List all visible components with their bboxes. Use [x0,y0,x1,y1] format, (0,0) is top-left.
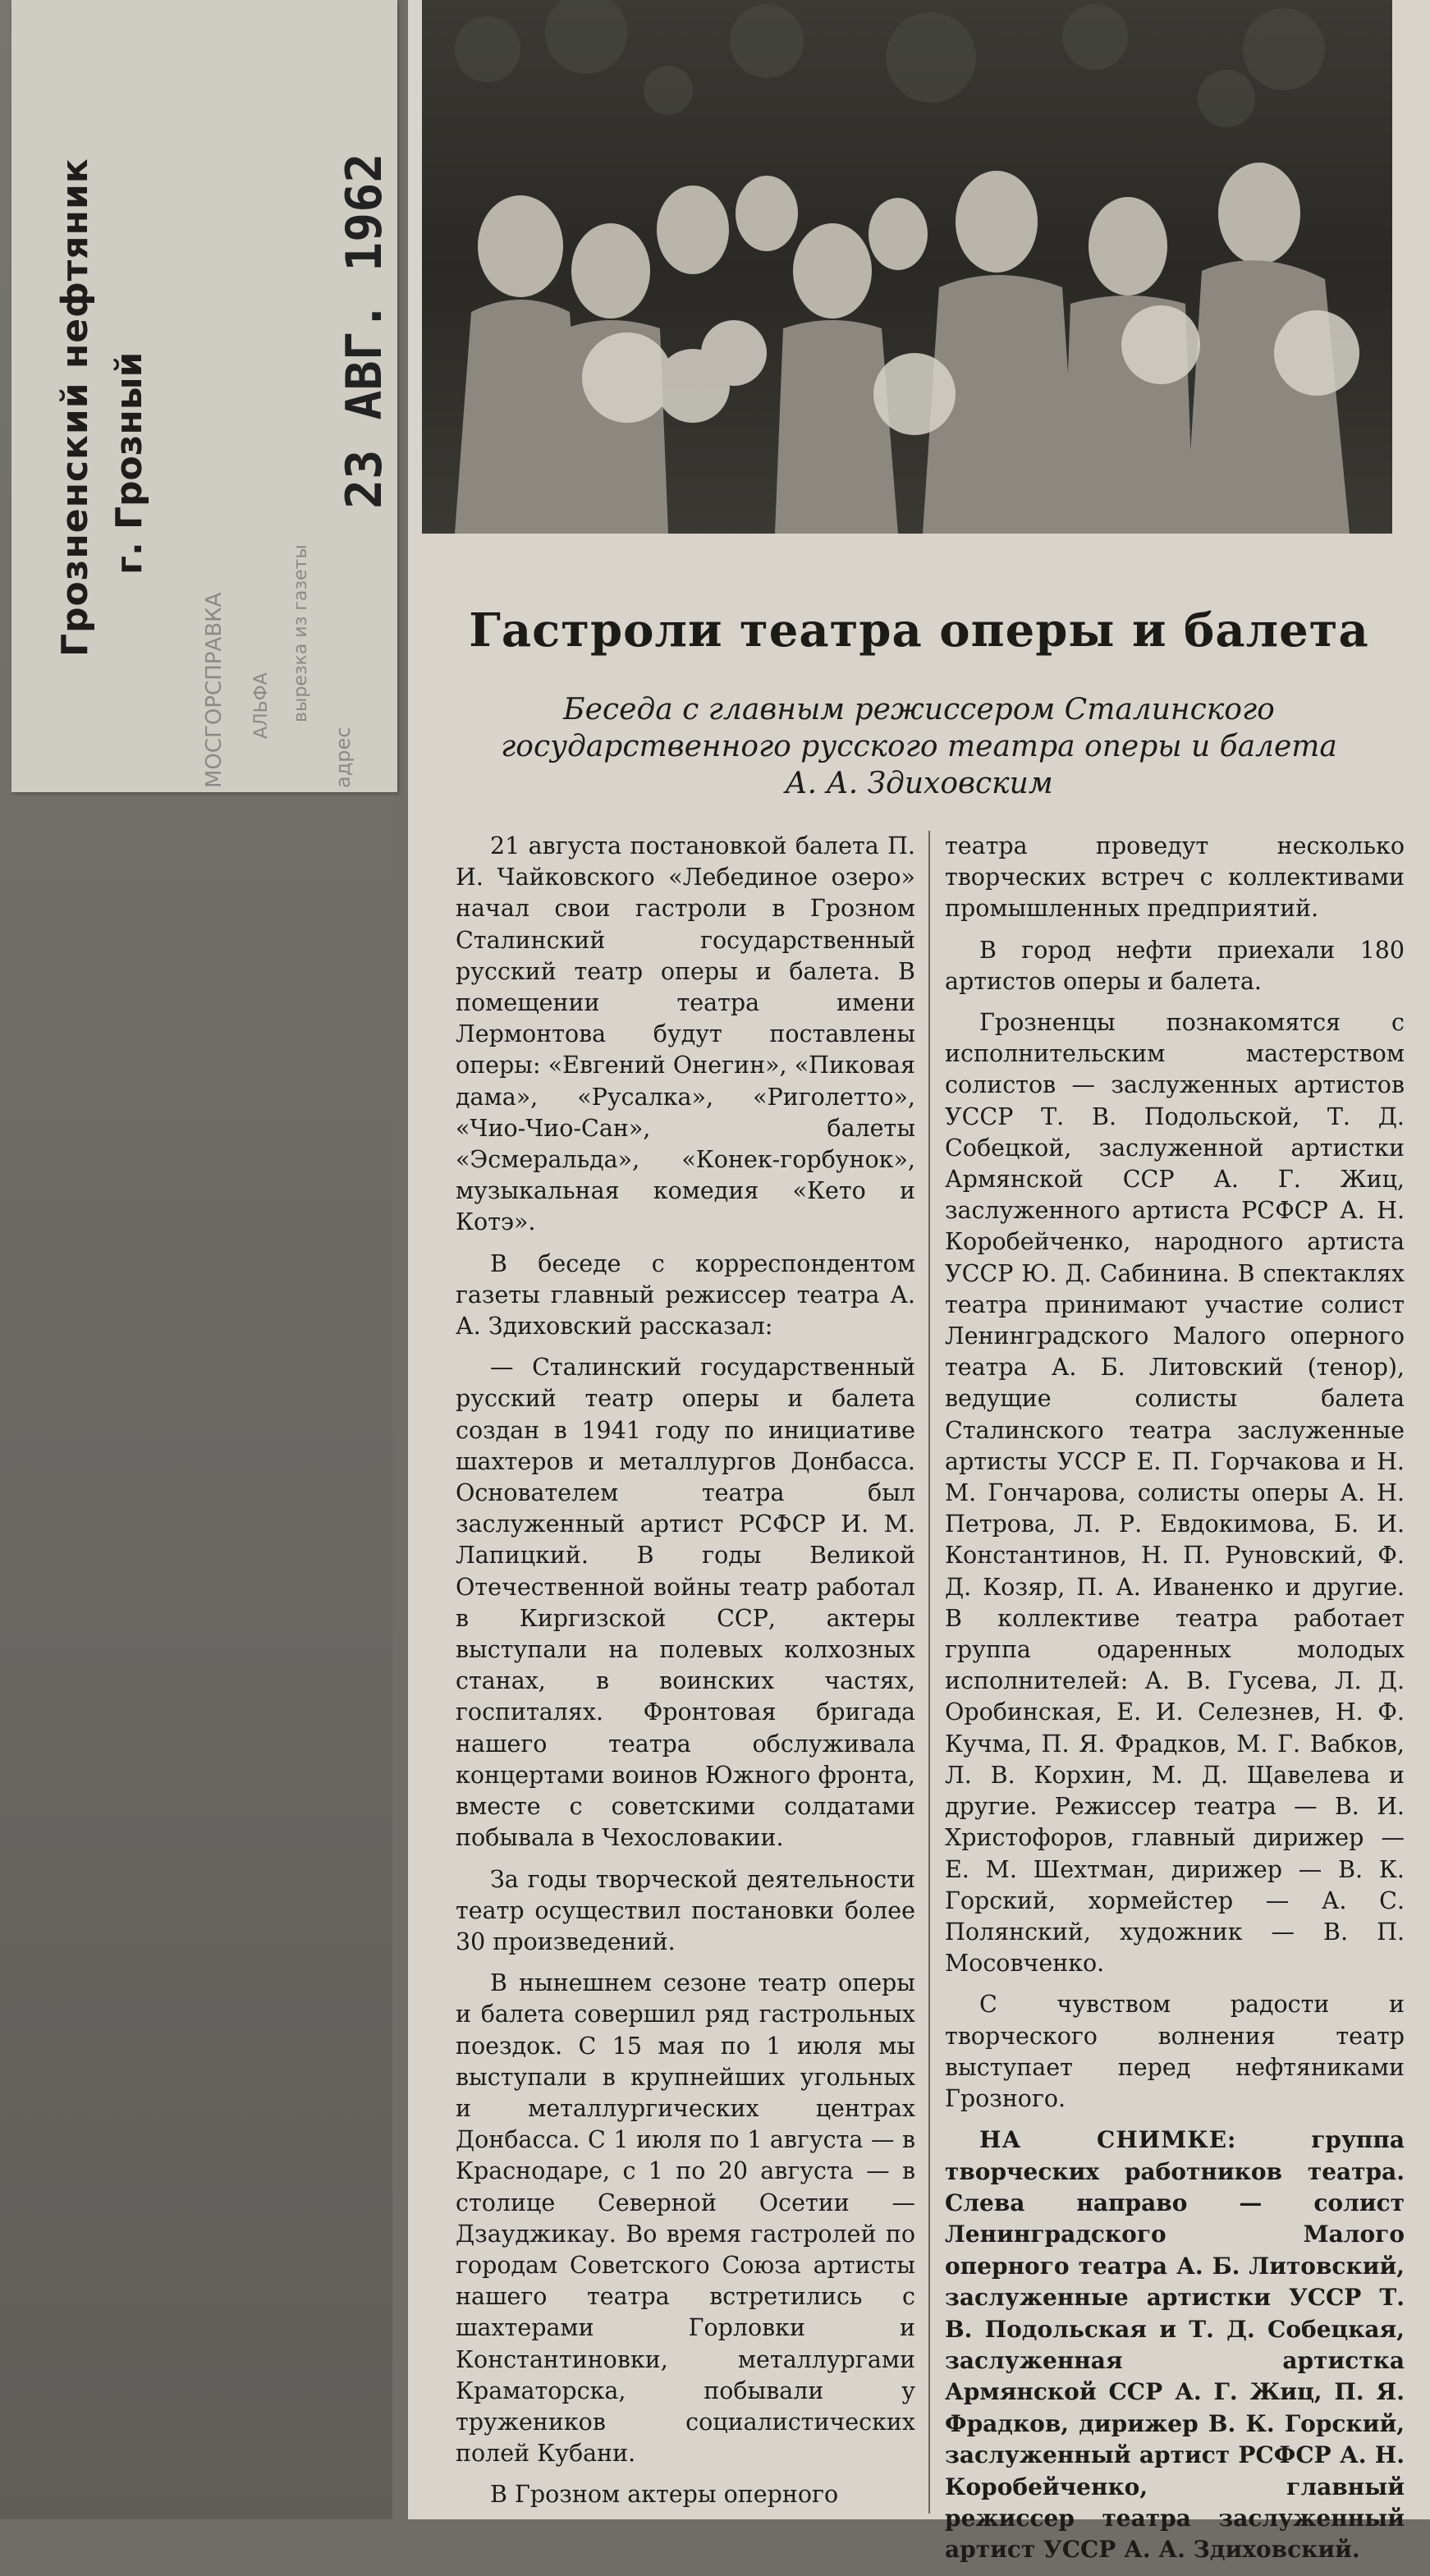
newspaper-clipping [408,0,1430,2564]
paragraph: В нынешнем сезоне театр оперы и балета совершил ряд гастрольных поездок. С 15 мая по 1 июля мы выступали в крупнейших угольных и металлургических центрах Донбасса. С 1 июля по 1 августа — в Краснодаре, с 1 по 20 августа — в столице Северной Осетии — Дзауджикау. Во время гастролей по городам Советского Союза артисты нашего театра встретились с шахтерами Горловки и Константиновки, металлургами Краматорска, побывали у тружеников социалистических полей Кубани. [456,1969,915,2468]
article-column-1 [456,831,915,2521]
bureau-stamp-line: вырезка из газеты [291,544,311,722]
group-photo [422,0,1392,534]
date-stamp: 23 АВГ. 1962 [336,153,393,509]
article-headline: Гастроли театра оперы и балета [469,603,1369,658]
column-rule [928,831,930,2514]
caption-text: группа творческих работников театра. Слева направо — солист Ленинградского Малого оперного театра А. Б. Литовский, заслуженные артистки УССР Т. В. Подольская и Т. Д. Собецкая, заслуженная артистка Армянской ССР А. Г. Жиц, П. Я. Фрадков, дирижер В. К. Горский, заслуженный артист РСФСР А. Н. Коробейченко, главный режиссер театра заслуженный артист УССР А. А. Здиховский. [945,2126,1405,2564]
subhead-line: А. А. Здиховским [785,767,1053,800]
article-subhead [408,691,1430,802]
paragraph: С чувством радости и творческого волнения театр выступает перед нефтяниками Грозного. [945,1991,1405,2112]
caption-label: НА СНИМКЕ: [979,2126,1237,2154]
paragraph: В беседе с корреспондентом газеты главный режиссер театра А. А. Здиховский рассказал: [456,1249,915,1341]
newspaper-name: Грозненский нефтяник [54,158,96,657]
paragraph: театра проведут несколько творческих встреч с коллективами промышленных предприятий. [945,832,1405,923]
paragraph: 21 августа постановкой балета П. И. Чайковского «Лебединое озеро» начал свои гастроли в Грозном Сталинский государственный русский театр оперы и балета. В помещении театра имени Лермонтова будут поставлены оперы: «Евгений Онегин», «Пиковая дама», «Русалка», «Риголетто», «Чио-Чио-Сан», балеты «Эсмеральда», «Конек-горбунок», музыкальная комедия «Кето и Котэ». [456,832,915,1236]
paragraph: В город нефти приехали 180 артистов оперы и балета. [945,936,1405,995]
newspaper-city: г. Грозный [108,351,150,575]
paragraph: За годы творческой деятельности театр осуществил постановки более 30 произведений. [456,1865,915,1955]
clipping-source-card [11,0,397,792]
bureau-stamp-line: АЛЬФА [251,672,272,739]
paragraph: В Грозном актеры оперного [490,2481,839,2509]
paragraph: Грозненцы познакомятся с исполнительским мастерством солистов — заслуженных артистов УССР Т. В. Подольской, Т. Д. Собецкой, заслуженной артистки Армянской ССР А. Г. Жиц, заслуженного артиста РСФСР А. Н. Коробейченко, народного артиста УССР Ю. Д. Сабинина. В спектаклях театра принимают участие солист Ленинградского Малого оперного театра А. Б. Литовский (тенор), ведущие солисты балета Сталинского театра заслуженные артисты УССР Е. П. Горчакова и Н. М. Гончарова, солисты оперы А. Н. Петрова, Л. Р. Евдокимова, Б. И. Константинов, Н. П. Руновский, Ф. Д. Козяр, П. А. Иваненко и другие. В коллективе театра работает группа одаренных молодых исполнителей: А. В. Гусева, Л. Д. Оробинская, Е. И. Селезнев, Н. Ф. Кучма, П. Я. Фрадков, М. Г. Вабков, Л. В. Корхин, М. Д. Щавелева и другие. Режиссер театра — В. И. Христофоров, главный дирижер — Е. М. Шехтман, дирижер — В. К. Горский, хормейстер — А. С. Полянский, художник — В. П. Мосовченко. [945,1009,1405,1978]
subhead-line: государственного русского театра оперы и балета [501,730,1337,763]
article-column-2 [945,831,1405,2576]
bureau-stamp-line: адрес [332,727,355,788]
bureau-stamp-line: МОСГОРСПРАВКА [202,592,227,788]
photo-caption [945,2125,1405,2566]
paragraph: — Сталинский государственный русский театр оперы и балета создан в 1941 году по инициативе шахтеров и металлургов Донбасса. Основателем театра был заслуженный артист РСФСР И. М. Лапицкий. В годы Великой Отечественной войны театр работал в Киргизской ССР, актеры выступали на полевых колхозных станах, в воинских частях, госпиталях. Фронтовая бригада нашего театра обслуживала концертами воинов Южного фронта, вместе с советскими солдатами побывала в Чехословакии. [456,1354,915,1852]
group-photo-image [422,0,1392,534]
subhead-line: Беседа с главным режиссером Сталинского [563,693,1275,727]
